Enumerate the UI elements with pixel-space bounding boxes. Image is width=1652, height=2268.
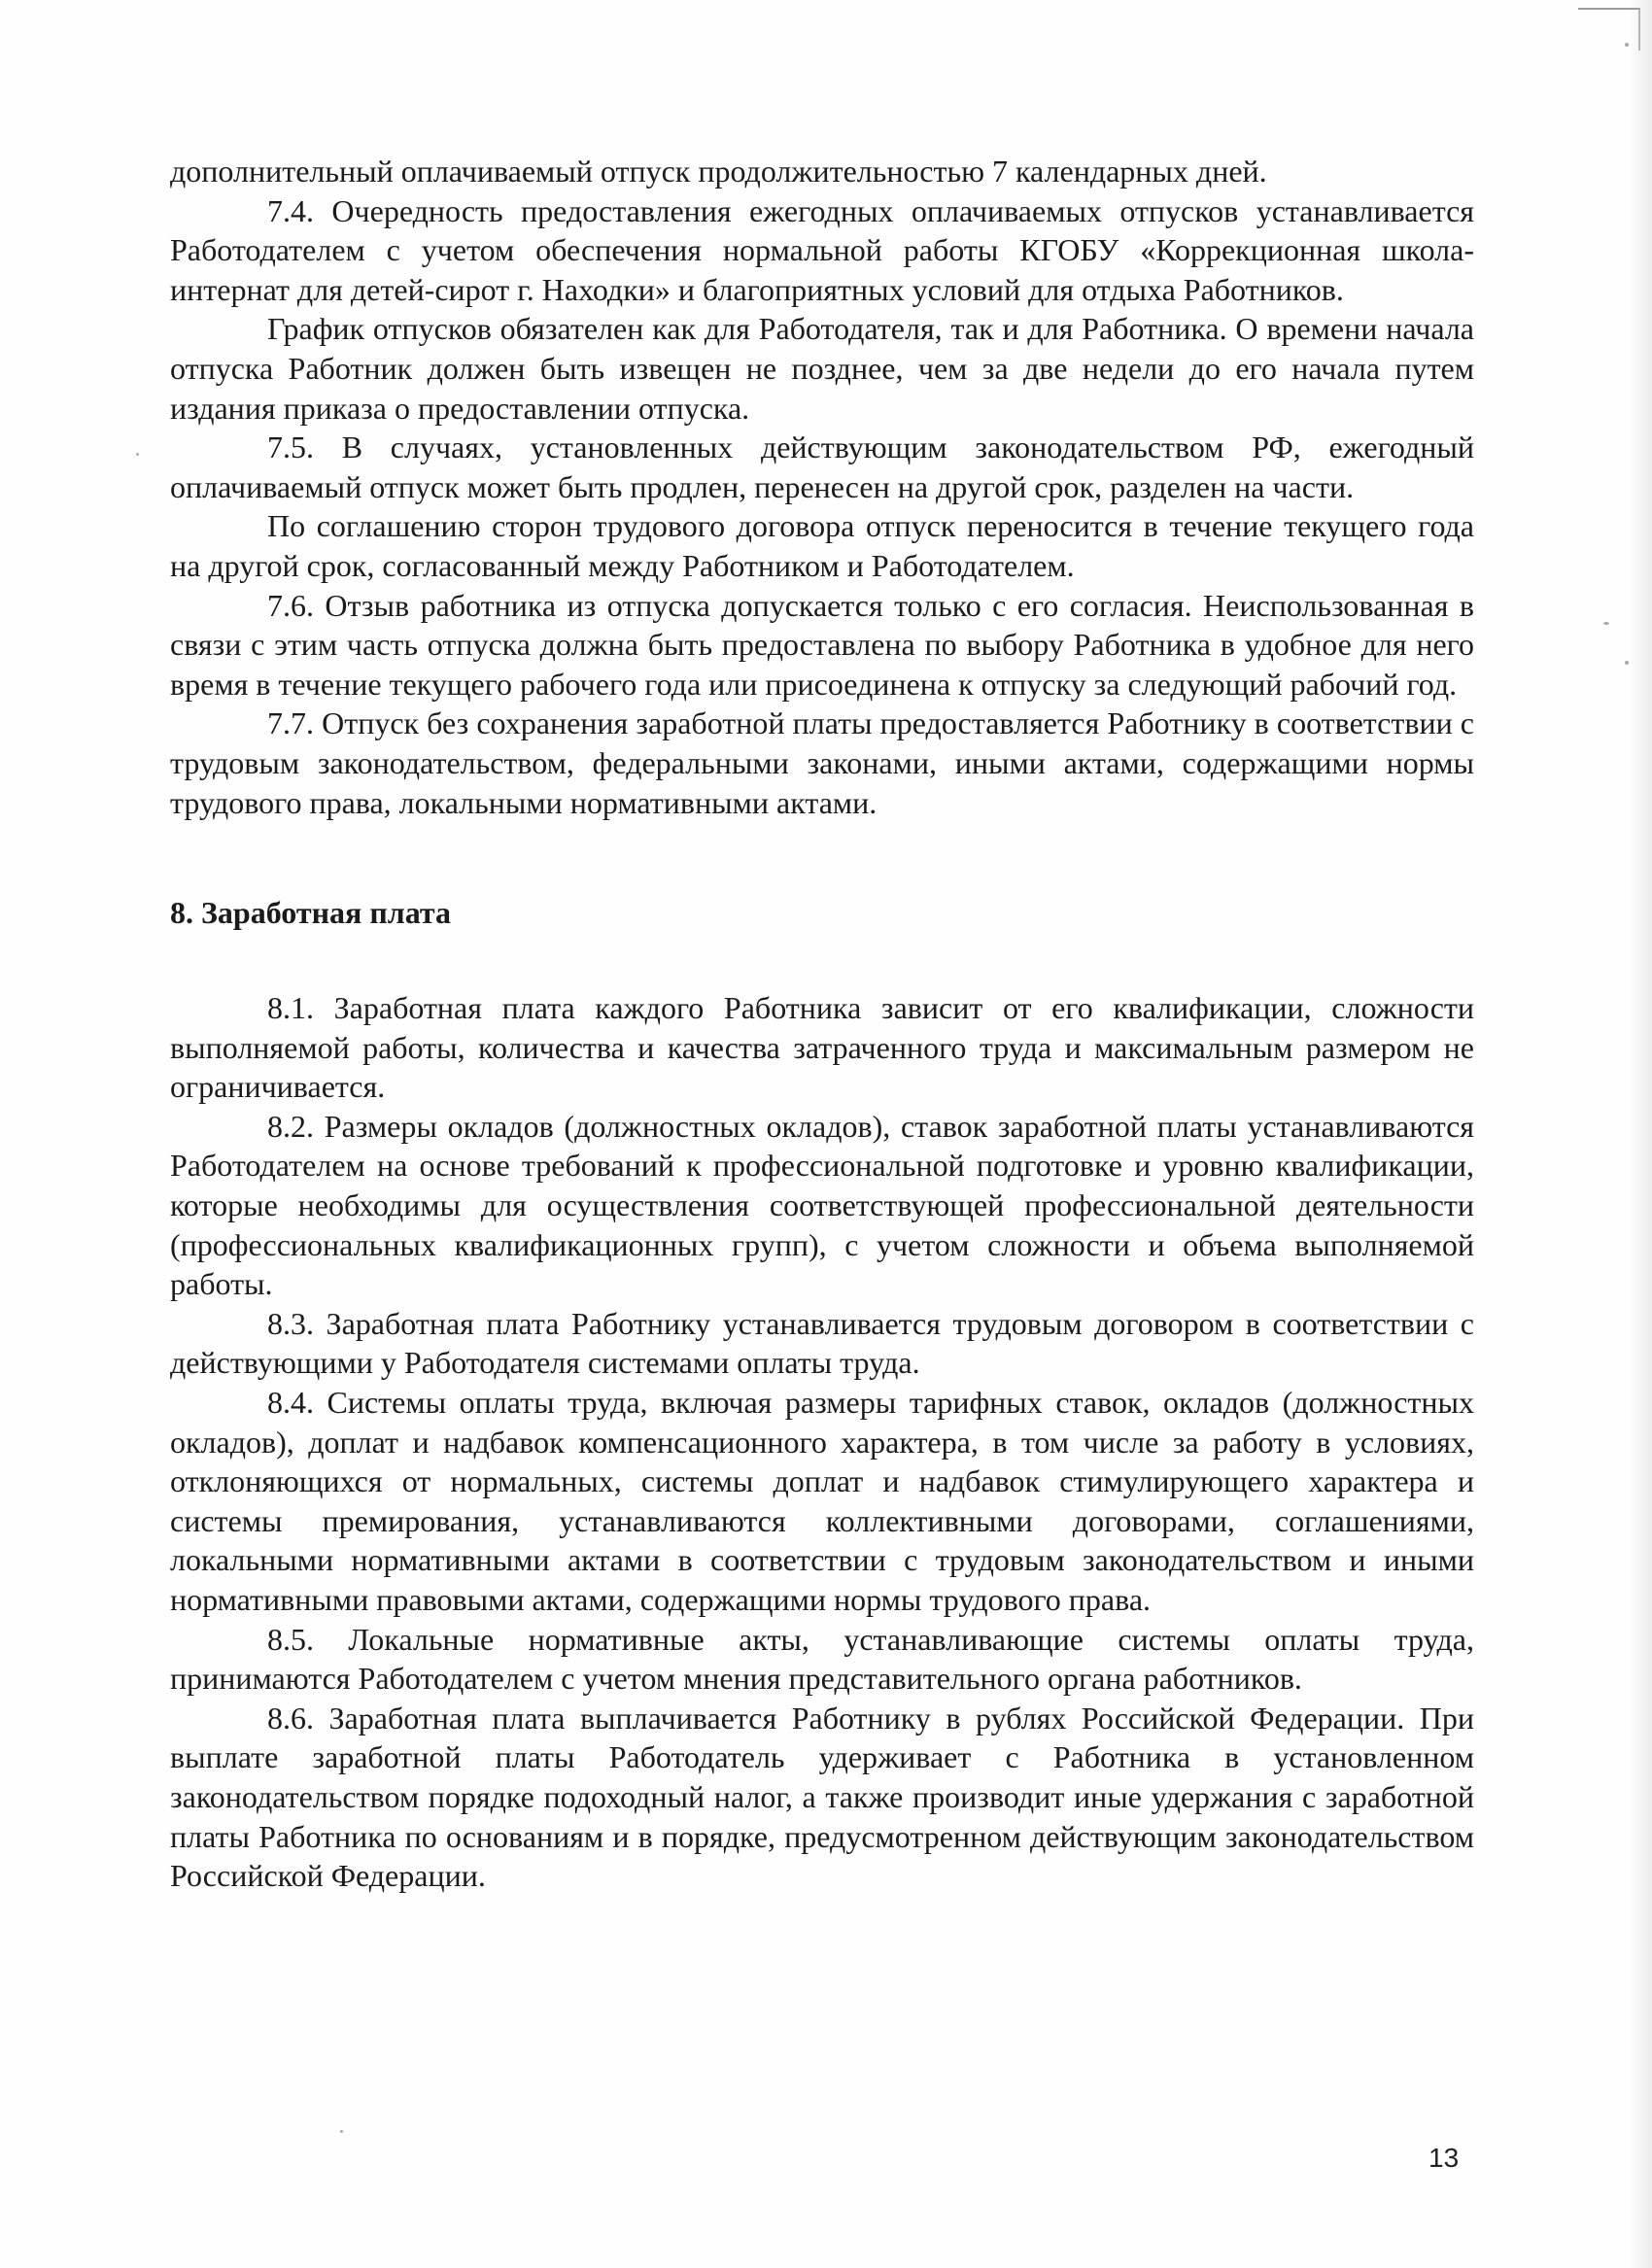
paragraph-vacation-schedule: График отпусков обязателен как для Работодателя, так и для Работника. О времени начала отпуска Работник должен быть извещен не позднее, чем за две недели до его начала путем издания приказа о предоставлении отпуска. xyxy=(170,311,1474,426)
page-number: 13 xyxy=(1428,2143,1460,2173)
scan-speck xyxy=(1603,622,1609,625)
paragraph-7-6: 7.6. Отзыв работника из отпуска допускается только с его согласия. Неиспользованная в связи с этим часть отпуска должна быть предоставлена по выбору Работника в удобное для него время в течение текущего рабочего года или присоединена к отпуску за следующий рабочий год. xyxy=(170,587,1474,702)
scan-speck xyxy=(136,453,139,456)
section-heading: 8. Заработная плата xyxy=(170,895,451,931)
page-edge-shadow xyxy=(1629,0,1652,2268)
scan-speck xyxy=(340,2130,343,2133)
paragraph-7-5: 7.5. В случаях, установленных действующим законодательством РФ, ежегодный оплачиваемый отпуск может быть продлен, перенесен на другой срок, разделен на части. xyxy=(170,430,1474,504)
document-body xyxy=(170,152,1474,1896)
paragraph-8-6: 8.6. Заработная плата выплачивается Работнику в рублях Российской Федерации. При выплате заработной платы Работодатель удерживает с Работника в установленном законодательством порядке подоходный налог, а также производит иные удержания с заработной платы Работника по основаниям и в порядке, предусмотренном действующим законодательством Российской Федерации. xyxy=(170,1700,1474,1894)
paragraph-8-5: 8.5. Локальные нормативные акты, устанавливающие системы оплаты труда, принимаются Работодателем с учетом мнения представительного органа работников. xyxy=(170,1621,1474,1697)
scan-speck xyxy=(1625,661,1629,665)
scan-speck xyxy=(1625,43,1629,47)
paragraph-7-7: 7.7. Отпуск без сохранения заработной платы предоставляется Работнику в соответствии с трудовым законодательством, федеральными законами, иными актами, содержащими нормы трудового права, локальными нормативными актами. xyxy=(170,705,1474,820)
paragraph-8-1: 8.1. Заработная плата каждого Работника зависит от его квалификации, сложности выполняемой работы, количества и качества затраченного труда и максимальным размером не ограничивается. xyxy=(170,990,1474,1105)
paragraph-agreement: По соглашению сторон трудового договора отпуск переносится в течение текущего года на другой срок, согласованный между Работником и Работодателем. xyxy=(170,508,1474,583)
paragraph-8-4: 8.4. Системы оплаты труда, включая размеры тарифных ставок, окладов (должностных окладов), доплат и надбавок компенсационного характера, в том числе за работу в условиях, отклоняющихся от нормальных, системы доплат и надбавок стимулирующего характера и системы премирования, устанавливаются коллективными договорами, соглашениями, локальными нормативными актами в соответствии с трудовым законодательством и иными нормативными правовыми актами, содержащими нормы трудового права. xyxy=(170,1385,1474,1617)
paragraph: дополнительный оплачиваемый отпуск продолжительностью 7 календарных дней. xyxy=(170,154,1267,189)
paragraph-8-3: 8.3. Заработная плата Работнику устанавливается трудовым договором в соответствии с действующими у Работодателя системами оплаты труда. xyxy=(170,1305,1474,1381)
scan-corner-mark xyxy=(1578,8,1640,51)
paragraph-7-4: 7.4. Очередность предоставления ежегодных оплачиваемых отпусков устанавливается Работодателем с учетом обеспечения нормальной работы КГОБУ «Коррекционная школа-интернат для детей-сирот г. Находки» и благоприятных условий для отдыха Работников. xyxy=(170,192,1474,307)
paragraph-8-2: 8.2. Размеры окладов (должностных окладов), ставок заработной платы устанавливаются Работодателем на основе требований к профессиональной подготовке и уровню квалификации, которые необходимы для осуществления соответствующей профессиональной деятельности (профессиональных квалификационных групп), с учетом сложности и объема выполняемой работы. xyxy=(170,1108,1474,1302)
